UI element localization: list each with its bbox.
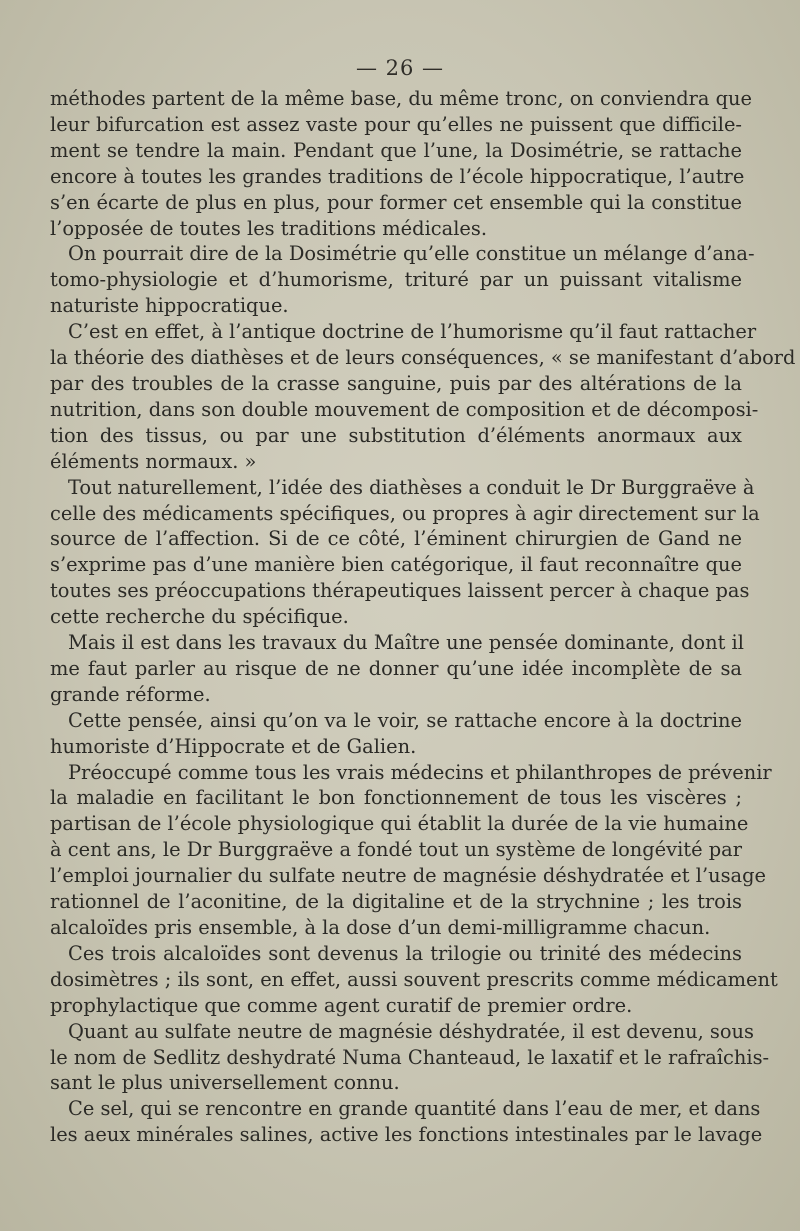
paragraph <box>50 241 755 319</box>
text-line: s’exprime pas d’une manière bien catégorique, il faut reconnaître que <box>50 553 742 577</box>
text-line: les aeux minérales salines, active les fonctions intestinales par le lavage <box>50 1123 763 1147</box>
text-line: la maladie en facilitant le bon fonctionnement de tous les viscères ; <box>50 786 742 810</box>
text-line: Cette pensée, ainsi qu’on va le voir, se rattache encore à la doctrine <box>68 708 742 732</box>
paragraph <box>50 630 742 708</box>
text-line: partisan de l’école physiologique qui établit la durée de la vie humaine <box>50 812 749 836</box>
text-line: humoriste d’Hippocrate et de Galien. <box>50 734 417 758</box>
text-line: Tout naturellement, l’idée des diathèses a conduit le Dr Burggraëve à <box>68 475 755 499</box>
paragraph <box>50 760 772 941</box>
text-line: Ce sel, qui se rencontre en grande quantité dans l’eau de mer, et dans <box>68 1097 761 1121</box>
text-line: éléments normaux. » <box>50 449 257 473</box>
text-line: source de l’affection. Si de ce côté, l’éminent chirurgien de Gand ne <box>50 527 742 551</box>
paragraph <box>50 708 742 760</box>
text-line: leur bifurcation est assez vaste pour qu’elles ne puissent que difficile- <box>50 112 742 136</box>
text-line: tomo-physiologie et d’humorisme, trituré par un puissant vitalisme <box>50 268 742 292</box>
text-line: On pourrait dire de la Dosimétrie qu’elle constitue un mélange d’ana- <box>68 242 755 266</box>
text-line: tion des tissus, ou par une substitution d’éléments anormaux aux <box>50 423 742 447</box>
text-line: l’opposée de toutes les traditions médicales. <box>50 216 487 240</box>
paragraph <box>50 941 778 1019</box>
text-line: grande réforme. <box>50 682 211 706</box>
text-line: ment se tendre la main. Pendant que l’une, la Dosimétrie, se rattache <box>50 138 742 162</box>
text-line: cette recherche du spécifique. <box>50 605 349 629</box>
text-line: Quant au sulfate neutre de magnésie déshydratée, il est devenu, sous <box>68 1019 754 1043</box>
paragraph <box>50 319 796 474</box>
text-line: toutes ses préoccupations thérapeutiques laissent percer à chaque pas <box>50 579 750 603</box>
paragraph <box>50 86 752 241</box>
text-line: méthodes partent de la même base, du même tronc, on conviendra que <box>50 87 752 110</box>
text-line: dosimètres ; ils sont, en effet, aussi souvent prescrits comme médicament <box>50 967 778 991</box>
text-line: me faut parler au risque de ne donner qu’une idée incomplète de sa <box>50 656 742 680</box>
paragraph <box>50 475 760 630</box>
text-line: Préoccupé comme tous les vrais médecins et philanthropes de prévenir <box>68 760 772 784</box>
text-line: Mais il est dans les travaux du Maître une pensée dominante, dont il <box>68 631 744 655</box>
text-line: Ces trois alcaloïdes sont devenus la trilogie ou trinité des médecins <box>68 941 742 965</box>
text-line: celle des médicaments spécifiques, ou propres à agir directement sur la <box>50 501 760 525</box>
text-line: C’est en effet, à l’antique doctrine de l’humorisme qu’il faut rattacher <box>68 320 757 344</box>
text-line: naturiste hippocratique. <box>50 294 289 318</box>
text-line: la théorie des diathèses et de leurs conséquences, « se manifestant d’abord <box>50 346 796 370</box>
text-line: prophylactique que comme agent curatif de premier ordre. <box>50 993 633 1017</box>
text-line: nutrition, dans son double mouvement de composition et de décomposi- <box>50 397 759 421</box>
text-line: à cent ans, le Dr Burggraëve a fondé tout un système de longévité par <box>50 838 742 862</box>
text-line: par des troubles de la crasse sanguine, puis par des altérations de la <box>50 371 742 395</box>
paragraph <box>50 1019 770 1097</box>
text-line: s’en écarte de plus en plus, pour former cet ensemble qui la constitue <box>50 190 742 214</box>
paragraph <box>50 1096 763 1148</box>
page-number: — 26 — <box>355 56 445 80</box>
text-line: le nom de Sedlitz deshydraté Numa Chanteaud, le laxatif et le rafraîchis- <box>50 1045 770 1069</box>
text-line: l’emploi journalier du sulfate neutre de magnésie déshydratée et l’usage <box>50 864 766 888</box>
text-line: rationnel de l’aconitine, de la digitaline et de la strychnine ; les trois <box>50 890 742 914</box>
text-line: encore à toutes les grandes traditions de l’école hippocratique, l’autre <box>50 164 745 188</box>
body-text <box>50 86 796 1148</box>
text-line: sant le plus universellement connu. <box>50 1071 400 1095</box>
text-line: alcaloïdes pris ensemble, à la dose d’un demi-milligramme chacun. <box>50 916 711 939</box>
